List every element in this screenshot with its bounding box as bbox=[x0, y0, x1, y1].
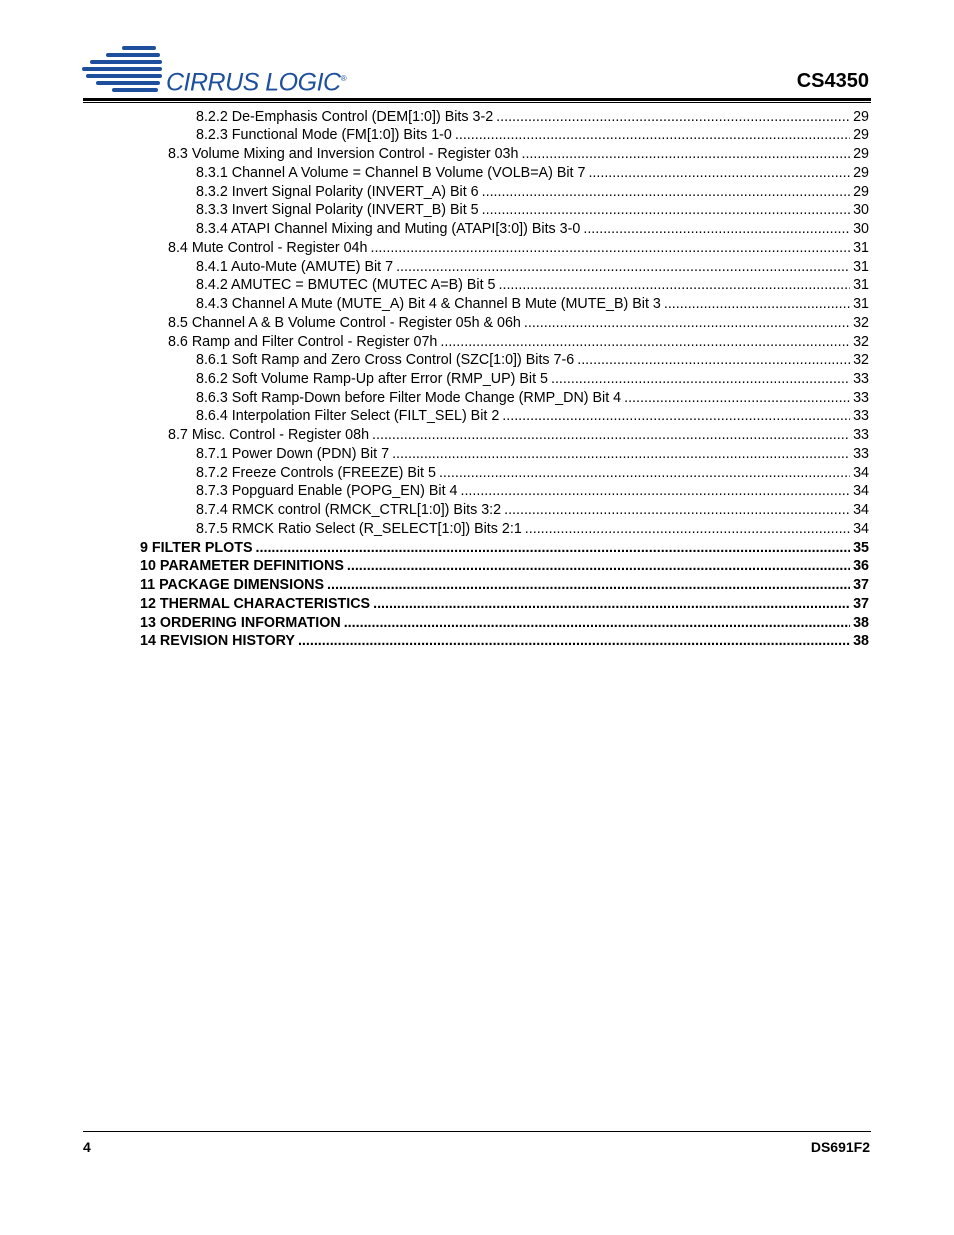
toc-entry-title: 8.4.2 AMUTEC = BMUTEC (MUTEC A=B) Bit 5 bbox=[196, 277, 496, 294]
toc-entry[interactable] bbox=[0, 463, 869, 482]
toc-entry-title: 8.4.1 Auto-Mute (AMUTE) Bit 7 bbox=[196, 258, 394, 275]
toc-entry[interactable] bbox=[0, 332, 869, 351]
toc-entry-page: 31 bbox=[853, 277, 869, 294]
toc-entry-title: 8.4 Mute Control - Register 04h bbox=[168, 239, 368, 256]
toc-dot-leader bbox=[551, 371, 850, 388]
toc-entry-title: 8.5 Channel A & B Volume Control - Register 05h & 06h bbox=[168, 314, 521, 331]
toc-entry[interactable] bbox=[0, 144, 869, 163]
toc-entry-title: 8.6.3 Soft Ramp-Down before Filter Mode Change (RMP_DN) Bit 4 bbox=[196, 389, 622, 406]
toc-dot-leader bbox=[577, 352, 850, 369]
toc-dot-leader bbox=[482, 202, 850, 219]
toc-entry-page: 29 bbox=[853, 164, 869, 181]
toc-entry-title: 8.2.2 De-Emphasis Control (DEM[1:0]) Bits 3-2 bbox=[196, 108, 494, 125]
toc-dot-leader bbox=[496, 109, 850, 126]
toc-entry-page: 33 bbox=[853, 408, 869, 425]
toc-entry[interactable] bbox=[0, 519, 869, 538]
toc-entry-page: 37 bbox=[853, 595, 869, 612]
toc-entry-page: 34 bbox=[853, 464, 869, 481]
toc-entry[interactable] bbox=[0, 351, 869, 370]
toc-entry[interactable] bbox=[0, 575, 869, 594]
toc-entry-title: 8.7.2 Freeze Controls (FREEZE) Bit 5 bbox=[196, 464, 436, 481]
toc-entry[interactable] bbox=[0, 219, 869, 238]
toc-dot-leader bbox=[455, 127, 850, 144]
toc-dot-leader bbox=[298, 633, 850, 650]
toc-dot-leader bbox=[502, 408, 850, 425]
document-code: DS691F2 bbox=[810, 1139, 870, 1155]
toc-entry-page: 31 bbox=[853, 239, 869, 256]
toc-dot-leader bbox=[624, 390, 850, 407]
toc-entry-page: 34 bbox=[853, 502, 869, 519]
toc-entry[interactable] bbox=[0, 107, 869, 126]
toc-entry-page: 32 bbox=[853, 352, 869, 369]
toc-entry[interactable] bbox=[0, 182, 869, 201]
toc-entry-title: 13 ORDERING INFORMATION bbox=[140, 614, 341, 631]
toc-entry-page: 31 bbox=[853, 258, 869, 275]
toc-dot-leader bbox=[460, 483, 850, 500]
toc-dot-leader bbox=[372, 427, 850, 444]
toc-entry[interactable] bbox=[0, 557, 869, 576]
toc-entry-page: 30 bbox=[853, 202, 869, 219]
toc-entry[interactable] bbox=[0, 257, 869, 276]
footer-divider bbox=[83, 1131, 871, 1132]
toc-entry-page: 31 bbox=[853, 296, 869, 313]
toc-dot-leader bbox=[583, 221, 850, 238]
toc-entry-title: 8.3.3 Invert Signal Polarity (INVERT_B) Bit 5 bbox=[196, 202, 479, 219]
toc-entry[interactable] bbox=[0, 388, 869, 407]
toc-dot-leader bbox=[347, 558, 850, 575]
toc-dot-leader bbox=[327, 577, 850, 594]
toc-entry[interactable] bbox=[0, 444, 869, 463]
toc-entry-page: 33 bbox=[853, 445, 869, 462]
toc-entry-title: 8.7 Misc. Control - Register 08h bbox=[168, 427, 370, 444]
toc-entry[interactable] bbox=[0, 407, 869, 426]
toc-entry[interactable] bbox=[0, 613, 869, 632]
toc-entry-page: 38 bbox=[853, 614, 869, 631]
toc-entry-page: 30 bbox=[853, 221, 869, 238]
toc-entry[interactable] bbox=[0, 632, 869, 651]
toc-dot-leader bbox=[370, 240, 850, 257]
toc-entry-title: 11 PACKAGE DIMENSIONS bbox=[140, 577, 325, 594]
toc-entry-title: 14 REVISION HISTORY bbox=[140, 633, 295, 650]
document-title: CS4350 bbox=[796, 70, 869, 92]
toc-dot-leader bbox=[664, 296, 850, 313]
toc-dot-leader bbox=[499, 277, 851, 294]
toc-entry-title: 8.6.4 Interpolation Filter Select (FILT_SEL) Bit 2 bbox=[196, 408, 500, 425]
toc-entry-page: 34 bbox=[853, 483, 869, 500]
toc-entry-title: 8.4.3 Channel A Mute (MUTE_A) Bit 4 & Channel B Mute (MUTE_B) Bit 3 bbox=[196, 296, 661, 313]
toc-entry-page: 32 bbox=[853, 314, 869, 331]
toc-entry-page: 38 bbox=[853, 633, 869, 650]
toc-entry-title: 8.7.1 Power Down (PDN) Bit 7 bbox=[196, 445, 390, 462]
toc-dot-leader bbox=[524, 315, 850, 332]
toc-entry[interactable] bbox=[0, 482, 869, 501]
toc-entry-page: 33 bbox=[853, 389, 869, 406]
toc-entry-page: 34 bbox=[853, 520, 869, 537]
toc-entry-title: 8.3.1 Channel A Volume = Channel B Volume (VOLB=A) Bit 7 bbox=[196, 164, 586, 181]
toc-dot-leader bbox=[504, 502, 850, 519]
toc-entry-title: 9 FILTER PLOTS bbox=[140, 539, 253, 556]
toc-dot-leader bbox=[373, 596, 850, 613]
toc-entry-title: 8.3.4 ATAPI Channel Mixing and Muting (ATAPI[3:0]) Bits 3-0 bbox=[196, 221, 581, 238]
toc-entry[interactable] bbox=[0, 126, 869, 145]
toc-dot-leader bbox=[344, 615, 850, 632]
toc-entry[interactable] bbox=[0, 163, 869, 182]
toc-entry-page: 29 bbox=[853, 127, 869, 144]
toc-dot-leader bbox=[588, 165, 850, 182]
toc-entry[interactable] bbox=[0, 500, 869, 519]
toc-dot-leader bbox=[392, 446, 850, 463]
toc-entry-title: 8.7.5 RMCK Ratio Select (R_SELECT[1:0]) Bits 2:1 bbox=[196, 520, 522, 537]
toc-entry[interactable] bbox=[0, 313, 869, 332]
toc-entry-page: 33 bbox=[853, 371, 869, 388]
toc-dot-leader bbox=[482, 184, 850, 201]
toc-dot-leader bbox=[439, 465, 850, 482]
toc-entry-page: 36 bbox=[853, 558, 869, 575]
toc-entry[interactable] bbox=[0, 538, 869, 557]
toc-entry[interactable] bbox=[0, 238, 869, 257]
toc-dot-leader bbox=[256, 540, 851, 557]
toc-entry-page: 35 bbox=[853, 539, 869, 556]
toc-dot-leader bbox=[525, 521, 850, 538]
toc-entry-page: 29 bbox=[853, 146, 869, 163]
toc-entry[interactable] bbox=[0, 594, 869, 613]
header-divider bbox=[83, 98, 871, 101]
toc-entry-title: 8.6.2 Soft Volume Ramp-Up after Error (RMP_UP) Bit 5 bbox=[196, 371, 548, 388]
toc-dot-leader bbox=[521, 146, 850, 163]
toc-entry-title: 8.6 Ramp and Filter Control - Register 07h bbox=[168, 333, 438, 350]
toc-entry-title: 8.3 Volume Mixing and Inversion Control - Register 03h bbox=[168, 146, 519, 163]
toc-entry-page: 32 bbox=[853, 333, 869, 350]
toc-entry-title: 10 PARAMETER DEFINITIONS bbox=[140, 558, 344, 575]
toc-entry[interactable] bbox=[0, 425, 869, 444]
toc-entry[interactable] bbox=[0, 369, 869, 388]
toc-entry-page: 33 bbox=[853, 427, 869, 444]
toc-entry-page: 29 bbox=[853, 183, 869, 200]
toc-entry-title: 8.7.3 Popguard Enable (POPG_EN) Bit 4 bbox=[196, 483, 458, 500]
page-number: 4 bbox=[83, 1139, 91, 1155]
toc-dot-leader bbox=[440, 334, 850, 351]
toc-entry-title: 12 THERMAL CHARACTERISTICS bbox=[140, 595, 371, 612]
logo-wordmark: CIRRUS LOGIC® bbox=[166, 68, 346, 97]
toc-entry[interactable] bbox=[0, 276, 869, 295]
toc-entry-title: 8.6.1 Soft Ramp and Zero Cross Control (SZC[1:0]) Bits 7-6 bbox=[196, 352, 575, 369]
toc-dot-leader bbox=[396, 259, 850, 276]
toc-entry-title: 8.2.3 Functional Mode (FM[1:0]) Bits 1-0 bbox=[196, 127, 452, 144]
toc-entry-title: 8.7.4 RMCK control (RMCK_CTRL[1:0]) Bits 3:2 bbox=[196, 502, 502, 519]
toc-entry[interactable] bbox=[0, 201, 869, 220]
toc-entry-page: 37 bbox=[853, 577, 869, 594]
toc-entry[interactable] bbox=[0, 294, 869, 313]
header-divider-thin bbox=[83, 102, 871, 103]
toc-entry-title: 8.3.2 Invert Signal Polarity (INVERT_A) Bit 6 bbox=[196, 183, 479, 200]
table-of-contents bbox=[0, 107, 954, 650]
toc-entry-page: 29 bbox=[853, 108, 869, 125]
